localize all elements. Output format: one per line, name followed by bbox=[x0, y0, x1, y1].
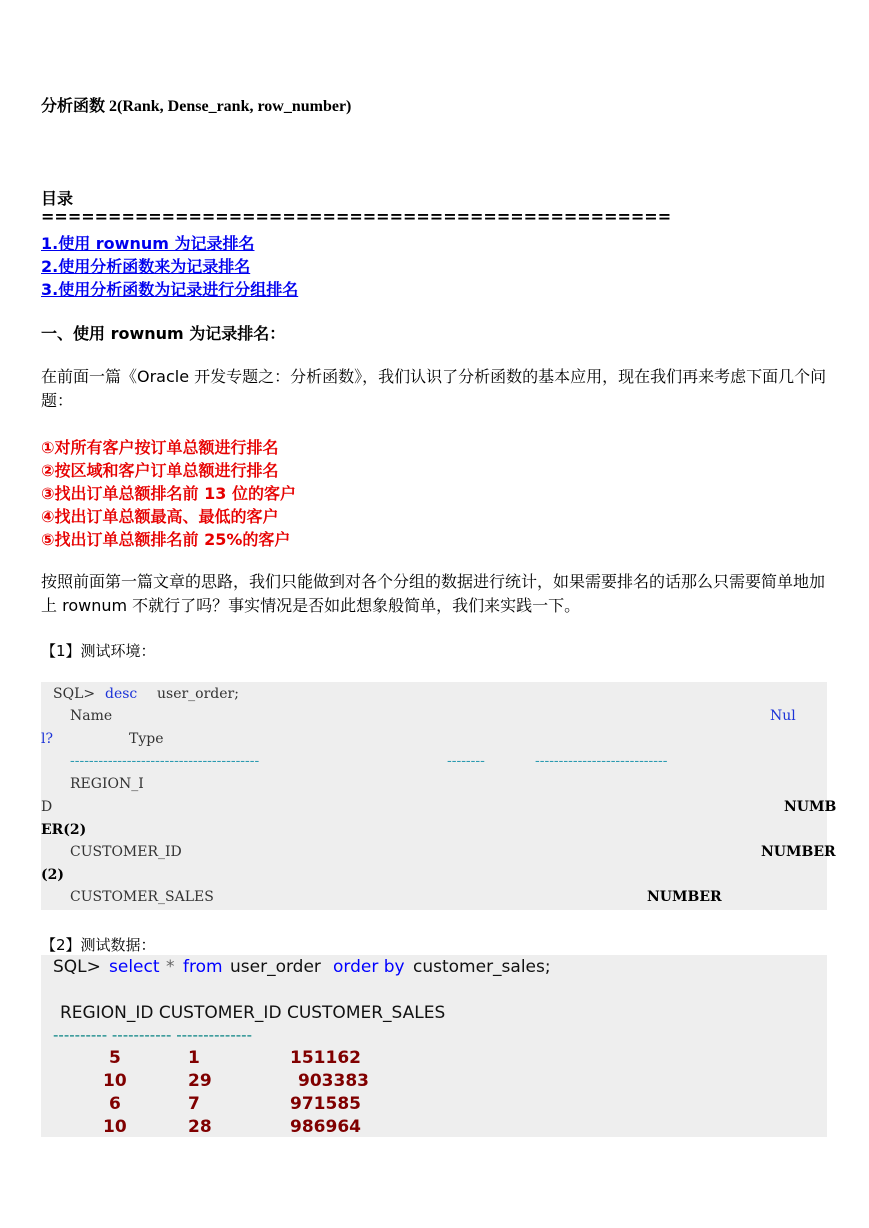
code1-col3: CUSTOMER_SALES bbox=[70, 889, 214, 905]
code2-prompt: SQL> bbox=[53, 957, 101, 977]
row2-sales: 903383 bbox=[298, 1071, 369, 1091]
code1-name-header: Name bbox=[70, 708, 113, 724]
code2-star: * bbox=[166, 957, 175, 977]
code1-col2: CUSTOMER_ID bbox=[70, 844, 182, 860]
question-5: ⑤找出订单总额排名前 25%的客户 bbox=[41, 530, 291, 549]
row2-customer: 29 bbox=[188, 1071, 212, 1091]
env-label: 【1】测试环境： bbox=[41, 642, 156, 660]
question-2: ②按区域和客户订单总额进行排名 bbox=[41, 461, 279, 480]
doc-title: 分析函数 2(Rank, Dense_rank, row_number) bbox=[41, 98, 352, 115]
toc-heading: 目录 bbox=[41, 189, 74, 208]
code2-kw-select: select bbox=[109, 957, 160, 977]
code1-cmd: desc bbox=[105, 686, 138, 702]
question-3: ③找出订单总额排名前 13 位的客户 bbox=[41, 484, 296, 503]
code1-type3: NUMBER bbox=[647, 889, 722, 905]
row3-region: 6 bbox=[109, 1094, 121, 1114]
code1-col1-b: D bbox=[41, 799, 53, 815]
code2-dashes: ---------- ----------- -------------- bbox=[53, 1026, 252, 1044]
code1-type1-b: ER(2) bbox=[41, 822, 87, 838]
code2-kw-from: from bbox=[183, 957, 223, 977]
row4-region: 10 bbox=[103, 1117, 127, 1137]
row1-customer: 1 bbox=[188, 1048, 200, 1068]
row3-sales: 971585 bbox=[290, 1094, 361, 1114]
desc-code-block bbox=[41, 682, 837, 910]
code1-dash-a: ---------------------------------------- bbox=[70, 753, 260, 769]
row2-region: 10 bbox=[103, 1071, 127, 1091]
code1-arg: user_order; bbox=[157, 686, 239, 702]
code1-type1-a: NUMB bbox=[784, 799, 837, 815]
code2-kw-order: order by bbox=[333, 957, 405, 977]
code1-dash-c: ---------------------------- bbox=[535, 753, 668, 769]
practice-paragraph: 按照前面第一篇文章的思路，我们只能做到对各个分组的数据进行统计，如果需要排名的话那么只需要简单地加上 rownum 不就行了吗？事实情况是否如此想象般简单，我们来实践一下。 bbox=[41, 572, 826, 615]
row3-customer: 7 bbox=[188, 1094, 200, 1114]
code1-nul-a: Nul bbox=[770, 708, 796, 724]
code1-type-header: Type bbox=[129, 731, 164, 747]
question-4: ④找出订单总额最高、最低的客户 bbox=[41, 507, 279, 526]
code1-dash-b: -------- bbox=[447, 753, 485, 769]
toc-link-3[interactable]: 3.使用分析函数为记录进行分组排名 bbox=[41, 280, 299, 299]
toc-rule: =============================================== bbox=[41, 207, 672, 226]
row4-sales: 986964 bbox=[290, 1117, 361, 1137]
data-label: 【2】测试数据： bbox=[41, 936, 156, 954]
code1-prompt: SQL> bbox=[53, 686, 96, 702]
code1-type2-b: (2) bbox=[41, 867, 64, 883]
toc-link-1[interactable]: 1.使用 rownum 为记录排名 bbox=[41, 234, 255, 253]
code1-type2-a: NUMBER bbox=[761, 844, 836, 860]
code2-col: customer_sales; bbox=[413, 957, 551, 977]
code1-col1-a: REGION_I bbox=[70, 776, 144, 792]
code2-header: REGION_ID CUSTOMER_ID CUSTOMER_SALES bbox=[60, 1003, 446, 1023]
question-1: ①对所有客户按订单总额进行排名 bbox=[41, 438, 279, 457]
select-code-block bbox=[41, 955, 827, 1137]
code2-table: user_order bbox=[230, 957, 321, 977]
row4-customer: 28 bbox=[188, 1117, 212, 1137]
row1-sales: 151162 bbox=[290, 1048, 361, 1068]
section-heading: 一、使用 rownum 为记录排名： bbox=[41, 324, 286, 343]
toc-link-2[interactable]: 2.使用分析函数来为记录排名 bbox=[41, 257, 251, 276]
code1-nul-b: l? bbox=[41, 731, 53, 747]
intro-paragraph: 在前面一篇《Oracle 开发专题之：分析函数》，我们认识了分析函数的基本应用，现在我们再来考虑下面几个问题： bbox=[41, 367, 827, 410]
row1-region: 5 bbox=[109, 1048, 121, 1068]
